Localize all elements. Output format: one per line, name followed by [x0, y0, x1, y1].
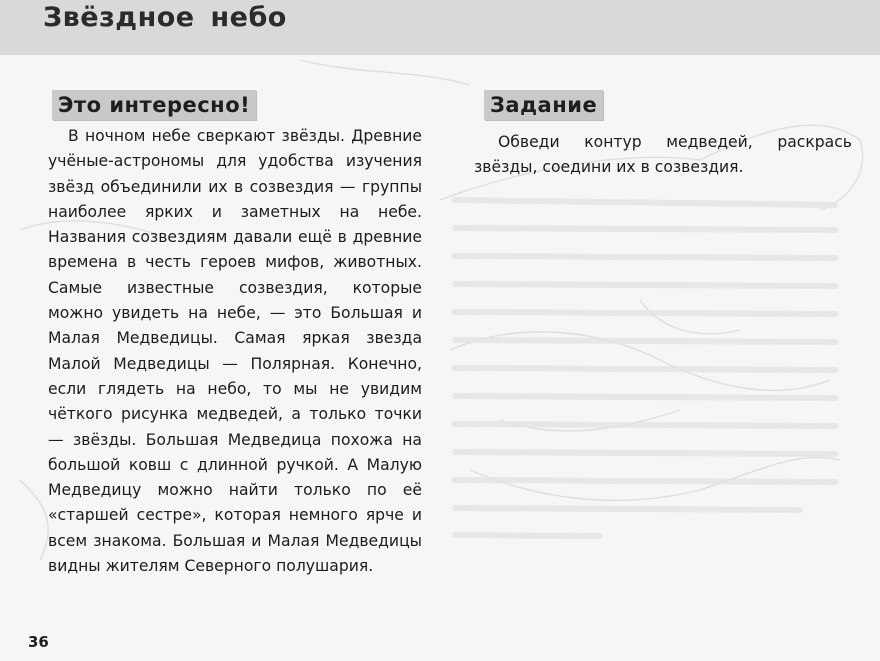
page-number: 36 [28, 633, 49, 651]
interesting-text: В ночном небе сверкают звёзды. Древние учёные-астрономы для удобства изучения звёзд объединили их в созвездия — группы наиболее ярких и заметных на небе. Названия созвездиям давали ещё в древние времена в честь героев мифов, животных. Самые известные созвездия, которые можно увидеть на небе, — это Большая и Малая Медведицы. Самая яркая звезда Малой Медведицы — Полярная. Конечно, если глядеть на небо, то мы не увидим чёткого рисунка медведей, а только точки — звёзды. Большая Медведица похожа на большой ковш с длинной ручкой. А Малую Медведицу можно найти только по её «старшей сестре», которая немного ярче и всем знакома. Большая и Малая Медведицы видны жителям Северного полушария. [48, 127, 422, 576]
task-text: Обведи контур медведей, раскрась звёзды, соедини их в созвездия. [474, 133, 852, 177]
page-title: Звёздное небо [43, 2, 287, 33]
task-heading: Задание [484, 90, 603, 120]
interesting-heading: Это интересно! [52, 90, 256, 120]
